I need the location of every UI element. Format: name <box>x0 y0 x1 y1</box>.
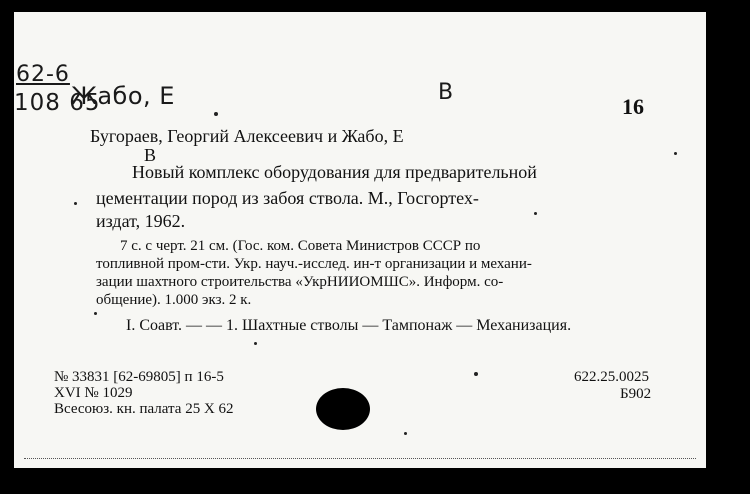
description-line-2: топливной пром-сти. Укр. науч.-исслед. ин-т организации и механи- <box>96 256 532 272</box>
description-line-3: зации шахтного строительства «УкрНИИОМШС». Информ. со- <box>96 274 504 290</box>
ink-speck <box>404 432 407 435</box>
title-line-3: издат, 1962. <box>96 211 186 231</box>
handwritten-letter: В <box>438 80 454 105</box>
catalog-line-1: № 33831 [62-69805] п 16-5 <box>54 369 224 385</box>
catalog-line-3: Всесоюз. кн. палата 25 X 62 <box>54 401 234 417</box>
handwritten-code-bottom: 108 65 <box>14 90 101 116</box>
title-line-2: цементации пород из забоя ствола. М., Госгортех- <box>96 188 479 208</box>
title-line-1: Новый комплекс оборудования для предварительной <box>132 162 537 182</box>
tracings-line: I. Соавт. — — 1. Шахтные стволы — Тампонаж — Механизация. <box>126 317 572 334</box>
card-number: 16 <box>622 94 644 119</box>
ink-speck <box>474 372 478 376</box>
handwritten-name: Жабо, Е <box>71 82 175 110</box>
bbk-code: Б902 <box>620 386 652 402</box>
ink-speck <box>94 312 97 315</box>
description-line-4: общение). 1.000 экз. 2 к. <box>96 292 252 308</box>
udc-code: 622.25.0025 <box>574 369 649 385</box>
scan-edge-dots <box>24 458 696 459</box>
description-line-1: 7 с. с черт. 21 см. (Гос. ком. Совета Министров СССР по <box>120 238 481 254</box>
ink-speck <box>254 342 257 345</box>
ink-blot <box>316 388 370 430</box>
ink-speck <box>674 152 677 155</box>
ink-speck <box>74 202 77 205</box>
ink-speck <box>214 112 218 116</box>
catalog-card <box>14 12 706 468</box>
author-heading: Бугораев, Георгий Алексеевич и Жабо, Е <box>90 126 404 146</box>
author-letter: В <box>144 145 157 165</box>
catalog-line-2: XVI № 1029 <box>54 385 133 401</box>
ink-speck <box>534 212 537 215</box>
handwritten-code-top: 62-6 <box>16 62 70 87</box>
